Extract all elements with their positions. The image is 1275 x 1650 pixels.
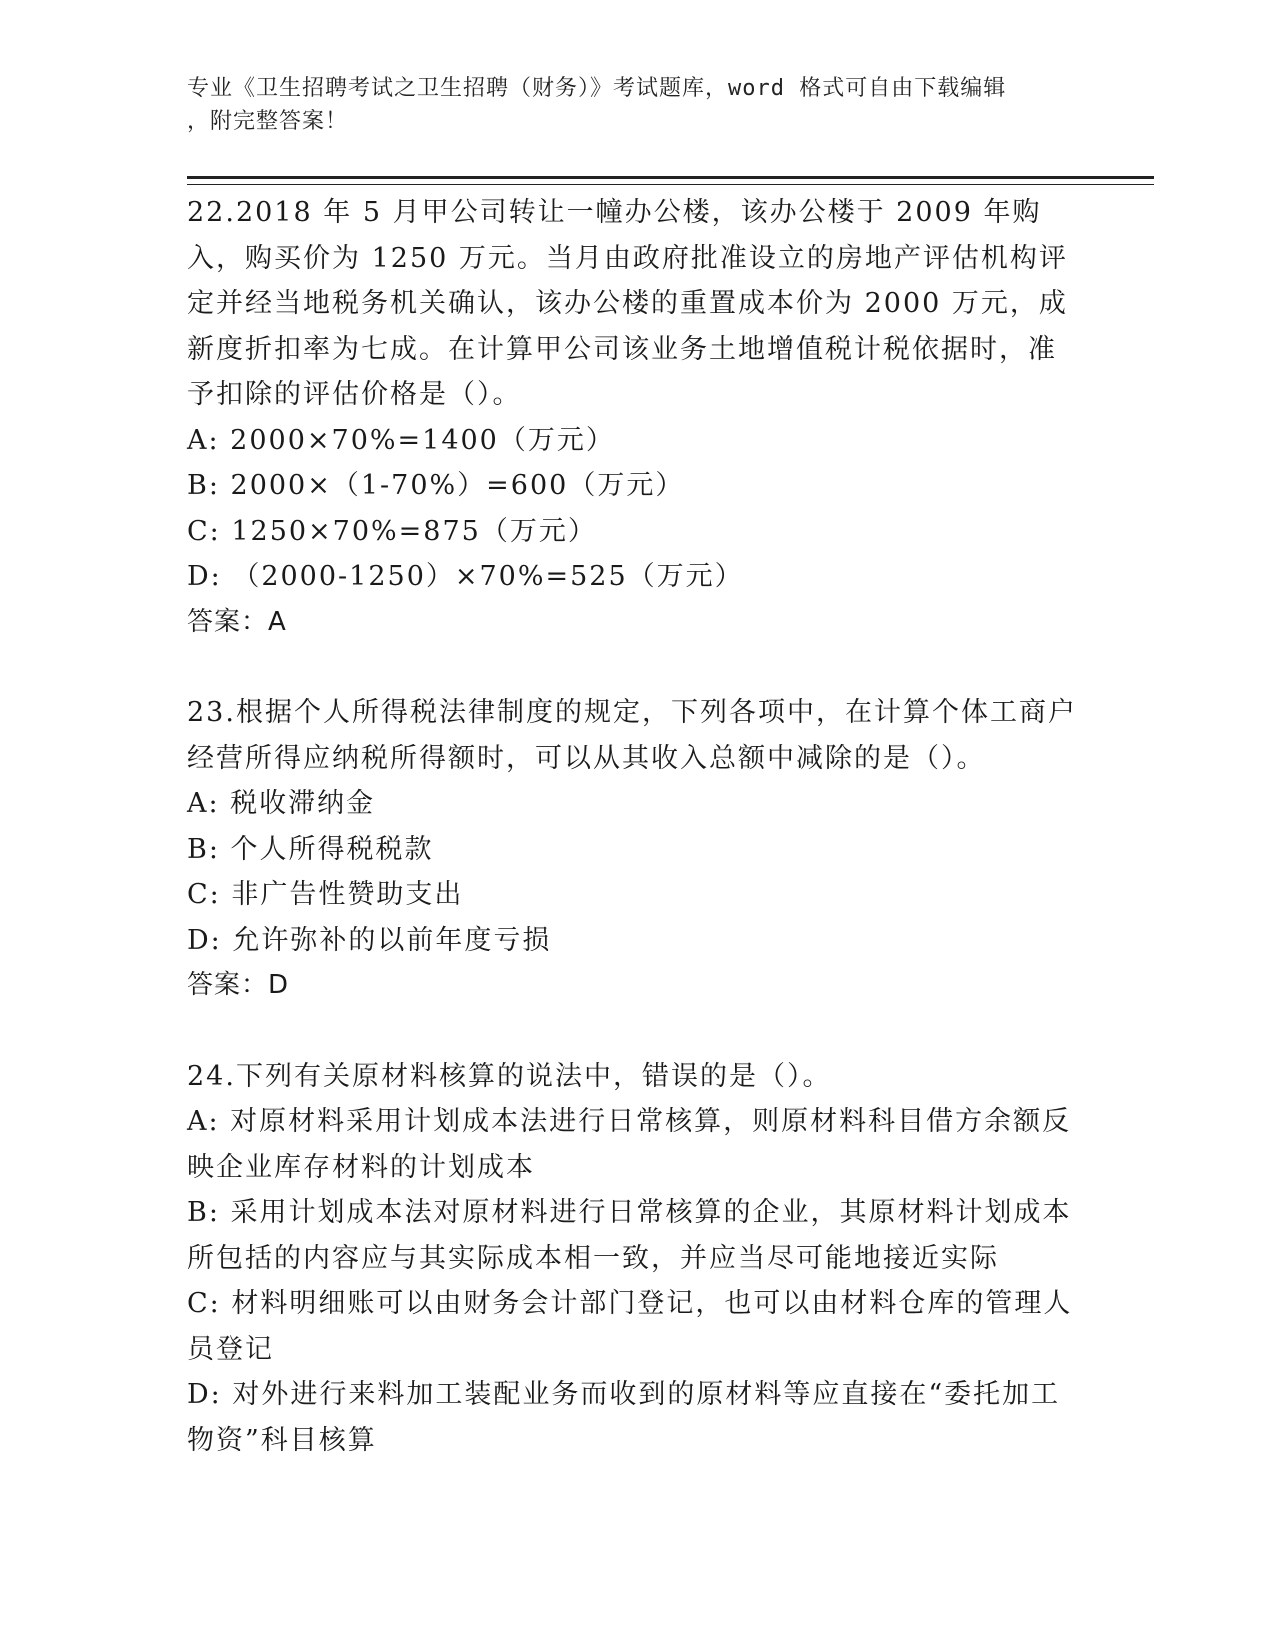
answer-line: 答案：D [187, 970, 290, 1000]
option-b: B: 2000×（1-70%）=600（万元） [187, 470, 685, 501]
option-c: C: 1250×70%=875（万元） [187, 515, 597, 547]
option-c: C: 非广告性赞助支出 [187, 879, 464, 910]
header-line-1: 专业《卫生招聘考试之卫生招聘（财务）》考试题库，word 格式可自由下载编辑 [187, 76, 1007, 101]
question-stem: 24.下列有关原材料核算的说法中，错误的是（）。 [187, 1060, 832, 1092]
header-divider-thick [187, 176, 1154, 179]
questions-body [187, 190, 1077, 1463]
header-line-2: ，附完整答案！ [187, 109, 349, 134]
header-divider-thin [187, 184, 1154, 185]
option-a: A: 2000×70%=1400（万元） [187, 424, 615, 456]
option-a: A: 税收滞纳金 [187, 788, 376, 819]
question-24 [187, 1054, 1077, 1464]
option-d: D: 允许弥补的以前年度亏损 [187, 924, 552, 956]
spacer [187, 645, 1077, 690]
spacer [187, 1009, 1077, 1054]
question-stem: 22.2018 年 5 月甲公司转让一幢办公楼，该办公楼于 2009 年购入，购买价为 1250 万元。当月由政府批准设立的房地产评估机构评定并经当地税务机关确认，该办公楼的重置成本价为 2000 万元，成新度折扣率为七成。在计算甲公司该业务土地增值税计税依据时，准予扣除的评估价格是（）。 [187, 197, 1068, 410]
option-a: A: 对原材料采用计划成本法进行日常核算，则原材料科目借方余额反映企业库存材料的计划成本 [187, 1106, 1072, 1183]
option-c: C: 材料明细账可以由财务会计部门登记，也可以由材料仓库的管理人员登记 [187, 1288, 1073, 1365]
option-b: B: 采用计划成本法对原材料进行日常核算的企业，其原材料计划成本所包括的内容应与其实际成本相一致，并应当尽可能地接近实际 [187, 1197, 1072, 1274]
document-header [187, 72, 1067, 138]
option-d: D: （2000-1250）×70%=525（万元） [187, 561, 744, 592]
question-22 [187, 190, 1077, 645]
answer-line: 答案：A [187, 606, 287, 637]
question-stem: 23.根据个人所得税法律制度的规定，下列各项中，在计算个体工商户经营所得应纳税所得额时，可以从其收入总额中减除的是（）。 [187, 697, 1077, 774]
option-d: D: 对外进行来料加工装配业务而收到的原材料等应直接在“委托加工物资”科目核算 [187, 1379, 1061, 1456]
option-b: B: 个人所得税税款 [187, 833, 434, 865]
question-23 [187, 690, 1077, 1009]
